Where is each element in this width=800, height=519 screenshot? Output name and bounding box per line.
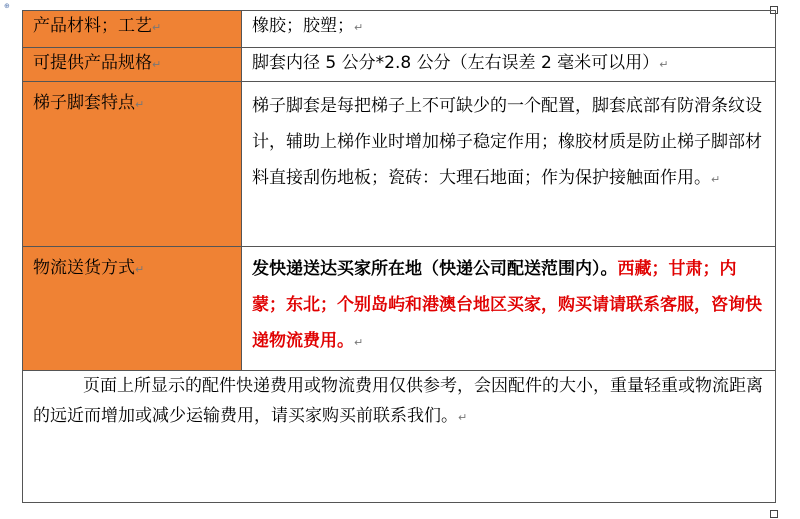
table-row bbox=[23, 82, 776, 247]
table-row bbox=[23, 247, 776, 371]
row-value-features: 梯子脚套是每把梯子上不可缺少的一个配置，脚套底部有防滑条纹设计，辅助上梯作业时增加梯子稳定作用；橡胶材质是防止梯子脚部材料直接刮伤地板；瓷砖：大理石地面；作为保护接触面作用。↵ bbox=[242, 82, 776, 247]
row-value-material: 橡胶；胶塑；↵ bbox=[242, 11, 776, 48]
row-label-spec: 可提供产品规格↵ bbox=[23, 48, 242, 82]
table-resize-handle-bottom[interactable] bbox=[770, 510, 778, 518]
row-value-spec: 脚套内径 5 公分*2.8 公分（左右误差 2 毫米可以用）↵ bbox=[242, 48, 776, 82]
paragraph-mark-icon: ↵ bbox=[135, 98, 145, 111]
table-move-handle-icon[interactable]: ⊕ bbox=[4, 2, 10, 10]
shipping-note: 页面上所显示的配件快递费用或物流费用仅供参考，会因配件的大小，重量轻重或物流距离的远近而增加或减少运输费用，请买家购买前联系我们。↵ bbox=[23, 371, 776, 503]
paragraph-mark-icon: ↵ bbox=[152, 58, 162, 71]
row-label-features: 梯子脚套特点↵ bbox=[23, 82, 242, 247]
product-info-table bbox=[22, 10, 776, 503]
row-label-material: 产品材料；工艺↵ bbox=[23, 11, 242, 48]
table-row bbox=[23, 371, 776, 503]
paragraph-mark-icon: ↵ bbox=[354, 21, 364, 34]
table-row bbox=[23, 48, 776, 82]
paragraph-mark-icon: ↵ bbox=[354, 336, 364, 349]
paragraph-mark-icon: ↵ bbox=[152, 21, 162, 34]
paragraph-mark-icon: ↵ bbox=[659, 58, 669, 71]
paragraph-mark-icon: ↵ bbox=[711, 173, 721, 186]
row-value-shipping bbox=[242, 247, 776, 371]
shipping-text-main: 发快递送达买家所在地（快递公司配送范围内）。 bbox=[252, 259, 618, 279]
paragraph-mark-icon: ↵ bbox=[135, 263, 145, 276]
shipping-text-remote: 西藏；甘肃；内蒙；东北；个别岛屿和港澳台地区买家，购买请请联系客服，咨询快递物流费用。 bbox=[252, 259, 762, 351]
table-row bbox=[23, 11, 776, 48]
row-label-shipping: 物流送货方式↵ bbox=[23, 247, 242, 371]
paragraph-mark-icon: ↵ bbox=[458, 411, 468, 424]
